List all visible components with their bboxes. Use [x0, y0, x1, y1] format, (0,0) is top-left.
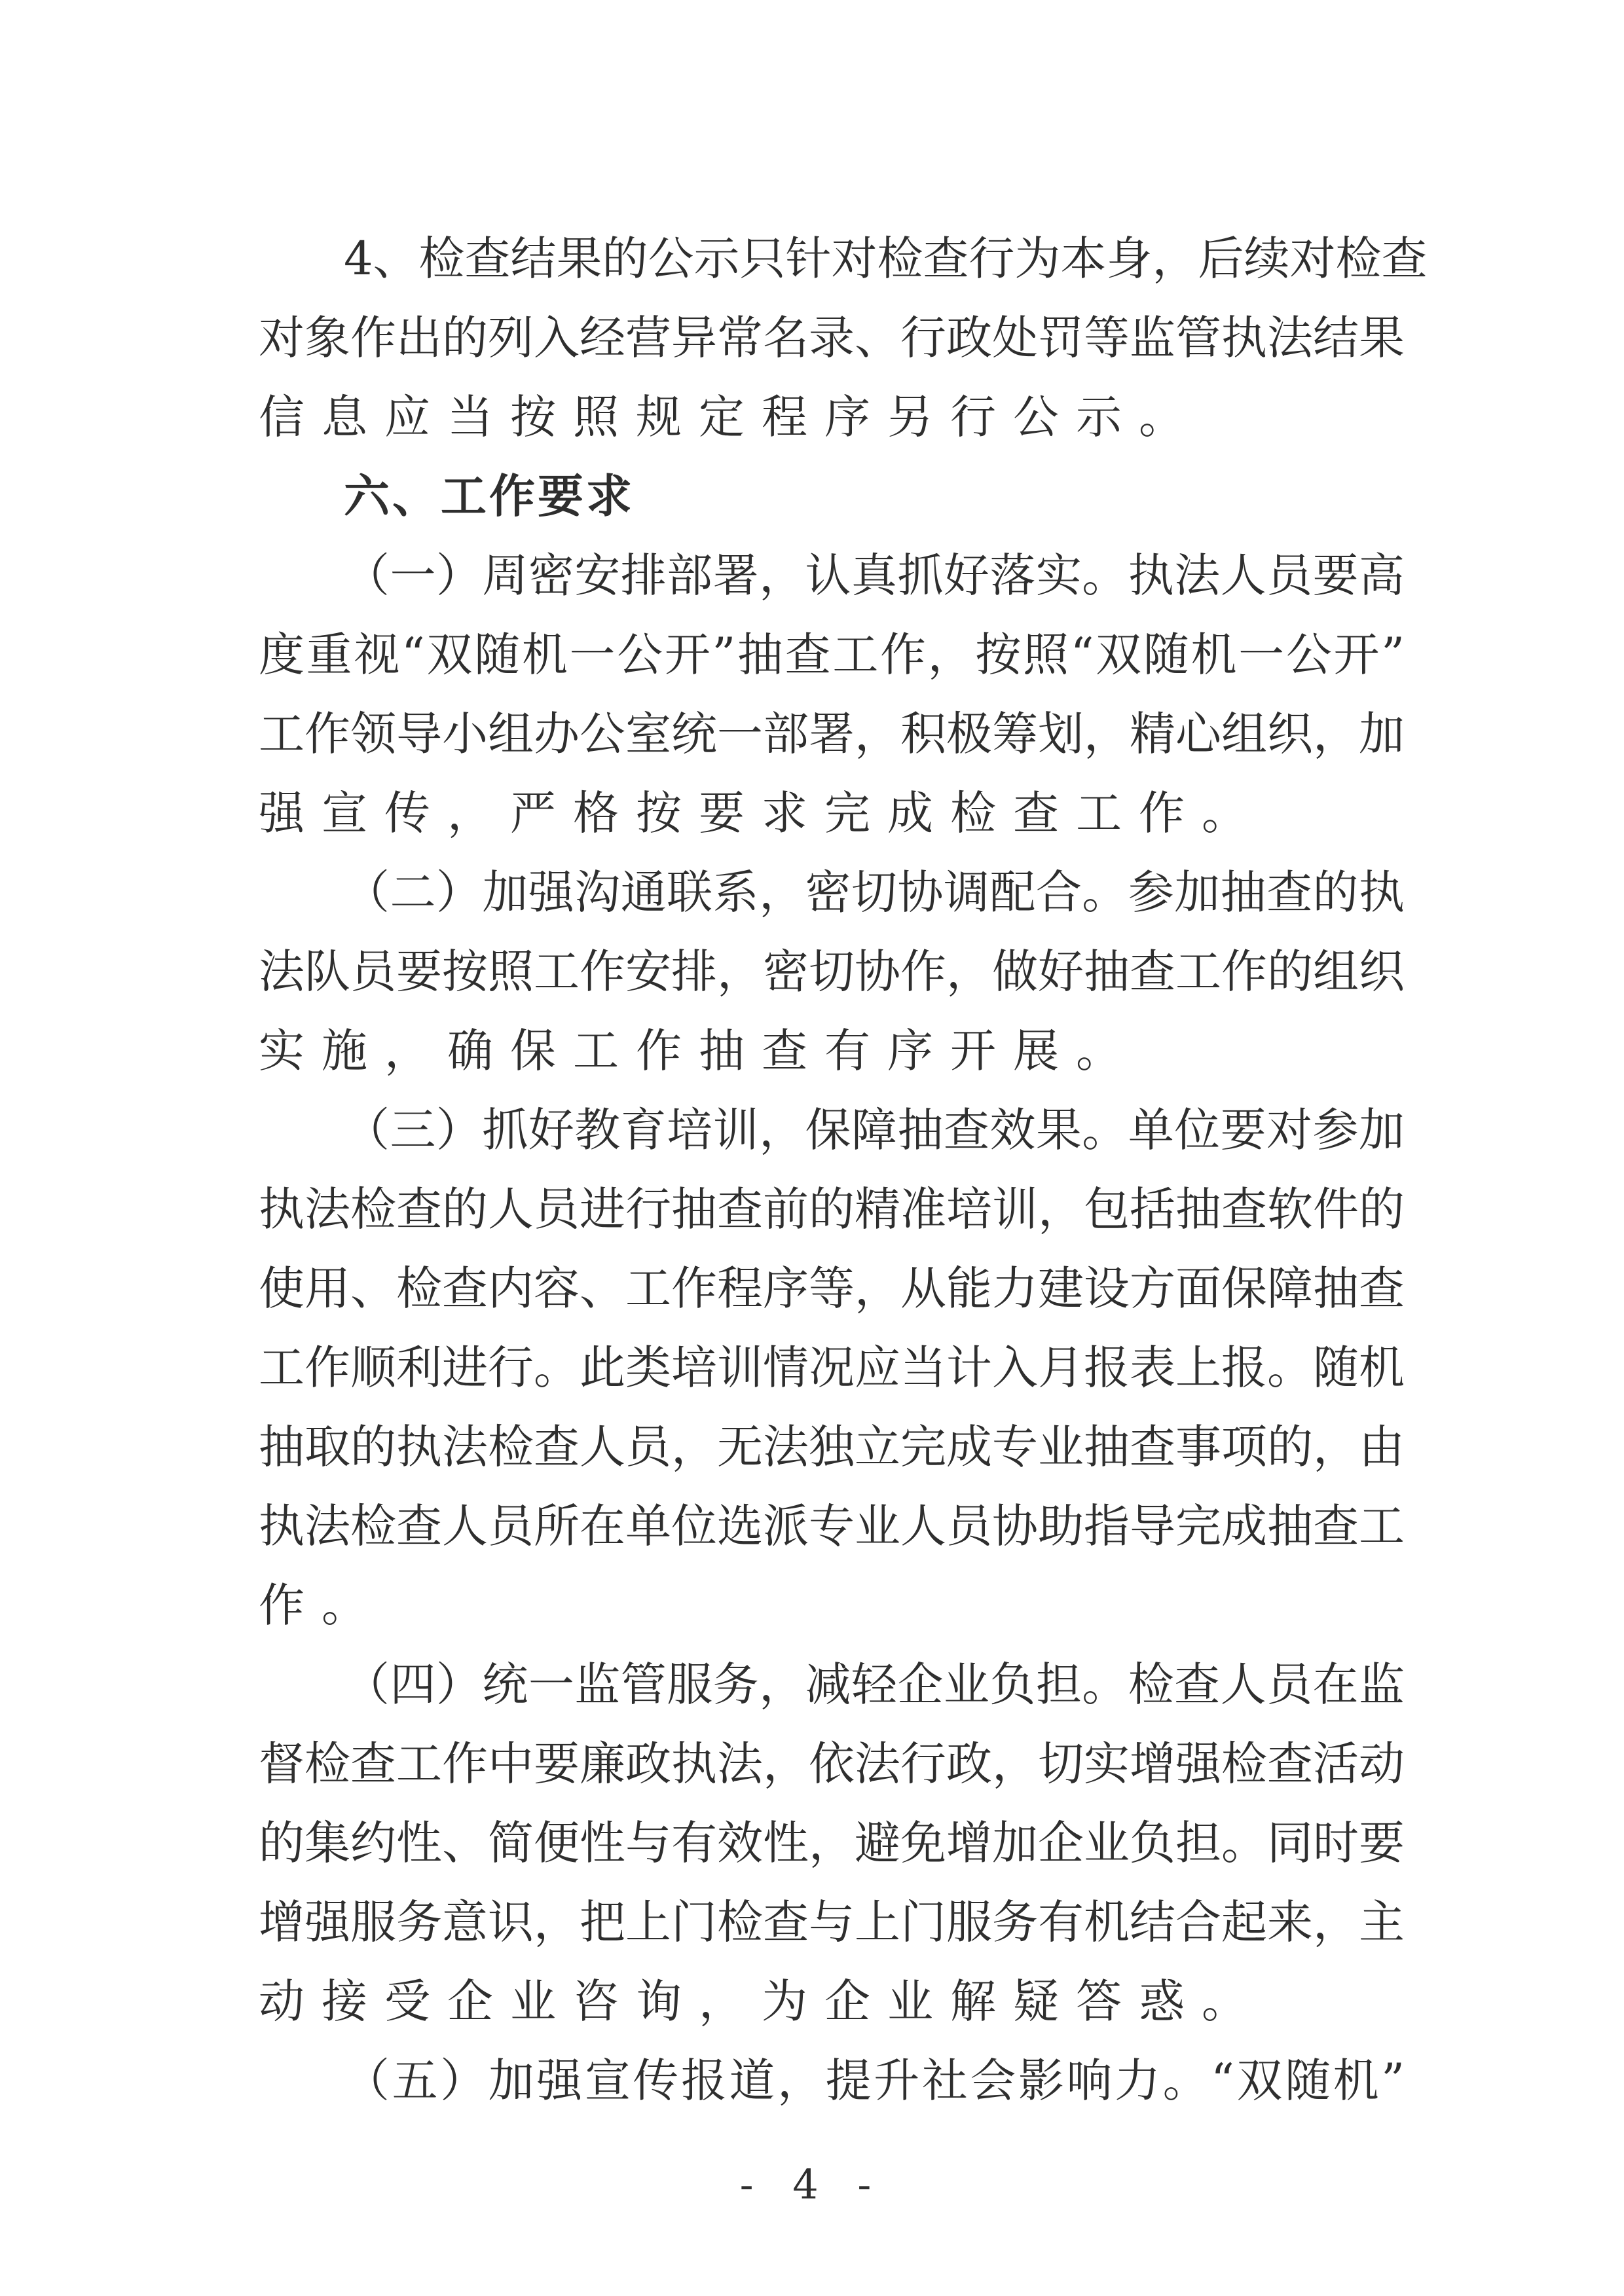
paragraph-line: 使用、检查内容、工作程序等，从能力建设方面保障抽查	[259, 1262, 1405, 1315]
paragraph-line: （五）加强宣传报道，提升社会影响力。“双随机”	[344, 2054, 1405, 2107]
document-body	[259, 219, 1428, 2121]
paragraph	[259, 1645, 1405, 2041]
paragraph-line: 执法检查的人员进行抽查前的精准培训，包括抽查软件的	[259, 1182, 1405, 1236]
paragraph-line: 度重视“双随机一公开”抽查工作，按照“双随机一公开”	[259, 628, 1405, 682]
paragraph-line: 4、检查结果的公示只针对检查行为本身，后续对检查	[344, 232, 1428, 285]
paragraph-line: 强宣传，严格按要求完成检查工作。	[259, 786, 1264, 840]
paragraph-line: 法队员要按照工作安排，密切协作，做好抽查工作的组织	[259, 945, 1405, 998]
paragraph-line: 督检查工作中要廉政执法，依法行政，切实增强检查活动	[259, 1737, 1405, 1791]
paragraph-line: 抽取的执法检查人员，无法独立完成专业抽查事项的，由	[259, 1420, 1405, 1474]
paragraph-line: 信息应当按照规定程序另行公示。	[259, 390, 1202, 444]
paragraph-line: （三）抓好教育培训，保障抽查效果。单位要对参加	[344, 1103, 1405, 1157]
heading-text: 六、工作要求	[344, 469, 635, 523]
paragraph-line: 工作顺利进行。此类培训情况应当计入月报表上报。随机	[259, 1341, 1405, 1394]
paragraph-line: 的集约性、简便性与有效性，避免增加企业负担。同时要	[259, 1816, 1405, 1870]
paragraph	[259, 1091, 1405, 1645]
paragraph-line: （一）周密安排部署，认真抓好落实。执法人员要高	[344, 549, 1405, 602]
paragraph-line: （四）统一监管服务，减轻企业负担。检查人员在监	[344, 1658, 1405, 1711]
paragraph-line: 增强服务意识，把上门检查与上门服务有机结合起来，主	[259, 1895, 1405, 1949]
paragraph	[259, 853, 1405, 1091]
paragraph-line: （二）加强沟通联系，密切协调配合。参加抽查的执	[344, 866, 1405, 919]
paragraph-line: 工作领导小组办公室统一部署，积极筹划，精心组织，加	[259, 707, 1405, 761]
paragraph	[259, 219, 1428, 457]
paragraph-line: 动接受企业咨询，为企业解疑答惑。	[259, 1975, 1264, 2028]
paragraph-line: 执法检查人员所在单位选派专业人员协助指导完成抽查工	[259, 1499, 1405, 1553]
paragraph	[259, 536, 1405, 853]
paragraph-line: 作。	[259, 1578, 384, 1632]
section-heading	[259, 457, 1405, 536]
paragraph-line: 对象作出的列入经营异常名录、行政处罚等监管执法结果	[259, 311, 1405, 365]
paragraph-line: 实施，确保工作抽查有序开展。	[259, 1024, 1139, 1078]
page-number: - 4 -	[739, 2160, 885, 2208]
paragraph	[259, 2041, 1405, 2121]
